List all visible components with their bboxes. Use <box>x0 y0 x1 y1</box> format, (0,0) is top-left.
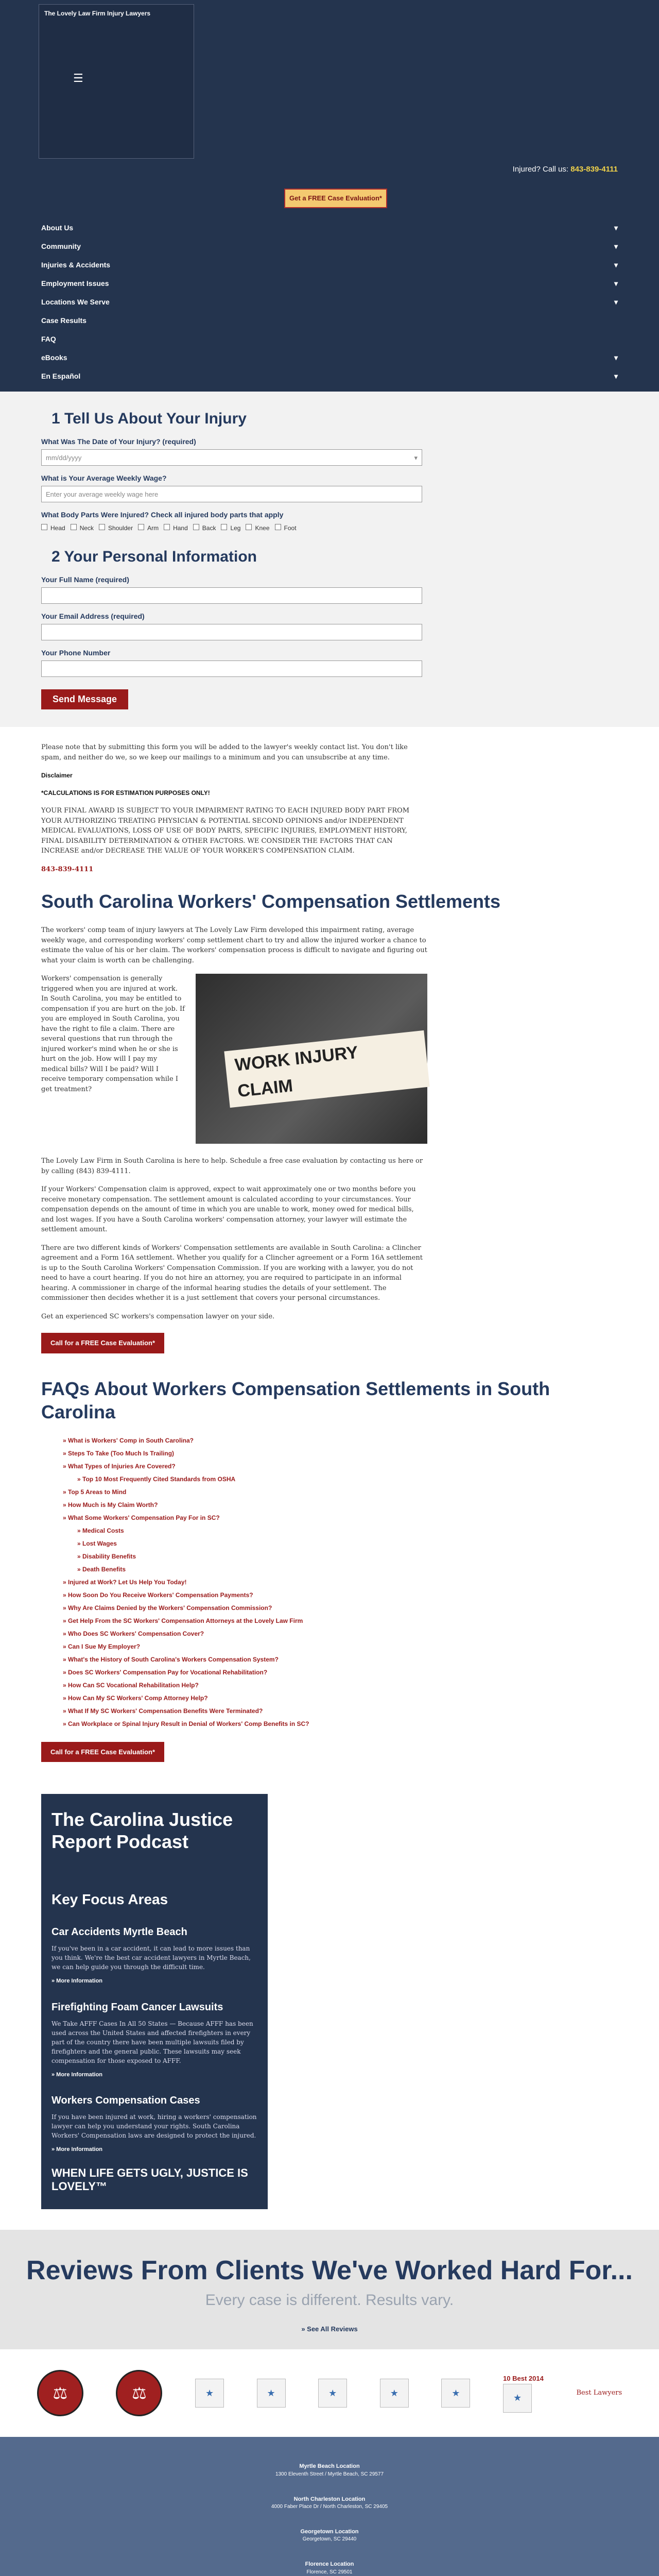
site-header <box>0 0 659 216</box>
nav-item-about[interactable] <box>0 218 659 237</box>
faq-link[interactable]: » What Some Workers' Compensation Pay For in SC? <box>63 1513 618 1522</box>
podcast-title[interactable]: The Carolina Justice Report Podcast <box>51 1809 233 1853</box>
scales-badge-icon: ⚖ <box>116 2370 162 2416</box>
settlements-heading: South Carolina Workers' Compensation Settlements <box>41 891 501 912</box>
chevron-down-icon[interactable]: ▾ <box>614 371 618 380</box>
focus-item-title: Firefighting Foam Cancer Lawsuits <box>51 2001 223 2013</box>
intro-image-row <box>41 974 618 1144</box>
site-footer <box>0 2437 659 2576</box>
checkbox-foot[interactable]: Foot <box>275 523 297 533</box>
faq-link[interactable]: » Disability Benefits <box>77 1552 618 1561</box>
office-name: Georgetown Location <box>300 2528 359 2535</box>
nav-item-faq[interactable] <box>0 330 659 348</box>
image-caption-text: WORK INJURY CLAIM <box>224 1030 429 1108</box>
office-address: Georgetown, SC 29440 <box>302 2536 357 2543</box>
checkbox-back[interactable]: Back <box>193 523 216 533</box>
office-location <box>0 2528 659 2543</box>
calculation-note: *CALCULATIONS IS FOR ESTIMATION PURPOSES ONLY! <box>41 789 210 796</box>
intro-text: Please note that by submitting this form you will be added to the lawyer's weekly contact list. You don't like spam, and neither do we, so we keep our mailings to a minimum and you can unsubscribe at any time. <box>41 743 408 761</box>
nav-item-employment[interactable] <box>0 274 659 293</box>
office-location <box>0 2561 659 2575</box>
calendar-icon: ▾ <box>414 454 418 462</box>
award-badge-icon: ★ <box>257 2379 286 2408</box>
faq-link[interactable]: » Top 5 Areas to Mind <box>63 1487 618 1497</box>
faq-link[interactable]: » What is Workers' Comp in South Carolina? <box>63 1436 618 1445</box>
reviews-title: Reviews From Clients We've Worked Hard For... <box>26 2255 633 2285</box>
injury-date-field[interactable] <box>41 449 422 466</box>
nav-item-community[interactable] <box>0 237 659 256</box>
wage-label: What is Your Average Weekly Wage? <box>41 474 167 482</box>
checkbox-leg[interactable]: Leg <box>221 523 240 533</box>
nav-label: En Español <box>41 371 81 380</box>
nav-label: About Us <box>41 223 74 232</box>
award-badge-icon: ★ <box>195 2379 224 2408</box>
nav-label: Injuries & Accidents <box>41 260 111 269</box>
faq-link[interactable]: » Does SC Workers' Compensation Pay for Vocational Rehabilitation? <box>63 1668 618 1677</box>
faq-link[interactable]: » Can I Sue My Employer? <box>63 1642 618 1651</box>
reviews-section <box>0 2230 659 2350</box>
best-lawyers-badge: Best Lawyers <box>576 2389 622 2397</box>
award-badge-icon: ★ <box>503 2384 532 2413</box>
award-badge-icon: ★ <box>380 2379 409 2408</box>
step2-title: 2 Your Personal Information <box>51 548 257 565</box>
best-badge <box>503 2374 544 2413</box>
award-badge-icon: ★ <box>441 2379 470 2408</box>
checkbox-neck[interactable]: Neck <box>71 523 94 533</box>
free-case-evaluation-button[interactable]: Get a FREE Case Evaluation* <box>284 189 387 208</box>
focus-item-title: Workers Compensation Cases <box>51 2095 200 2107</box>
office-name: Myrtle Beach Location <box>299 2463 360 2470</box>
focus-areas-panel <box>41 1794 268 2209</box>
settlements-paragraph-3: The Lovely Law Firm in South Carolina is here to help. Schedule a free case evaluation by contacting us here or by calling (843) 839-4111. <box>41 1157 423 1175</box>
settlements-paragraph-6: Get an experienced SC workers's compensation lawyer on your side. <box>41 1312 275 1320</box>
send-message-button[interactable]: Send Message <box>41 689 128 709</box>
settlements-paragraph-4: If your Workers' Compensation claim is approved, expect to wait approximately one or two months before you receive monetary compensation. The settlement amount is calculated according to your circumstances. Your compensation depends on the amount of time in which you are unable to work, money owed for medical bills, and lost wages. If you have a South Carolina workers' compensation attorney, your lawyer will estimate the settlement amount. <box>41 1185 416 1233</box>
faq-heading: FAQs About Workers Compensation Settlements in South Carolina <box>41 1378 550 1422</box>
more-information-link[interactable]: » More Information <box>51 2146 103 2153</box>
wage-input[interactable]: Enter your average weekly wage here <box>41 486 422 502</box>
faq-link[interactable]: » What's the History of South Carolina's Workers Compensation System? <box>63 1655 618 1664</box>
award-badge-icon: ★ <box>318 2379 347 2408</box>
reviews-subtitle: Every case is different. Results vary. <box>205 2291 454 2309</box>
nav-label: Employment Issues <box>41 279 109 287</box>
main-navigation <box>0 216 659 392</box>
office-name: Florence Location <box>305 2561 354 2568</box>
nav-item-locations[interactable] <box>0 293 659 311</box>
scales-badge-icon: ⚖ <box>37 2370 83 2416</box>
nav-item-ebooks[interactable] <box>0 348 659 367</box>
focus-item-body: We Take AFFF Cases In All 50 States — Because AFFF has been used across the United States and affected firefighters in every part of the country there have been multiple lawsuits filed by firefighters and the general public. These lawsuits may seek compensation for those exposed to AFFF. <box>51 2020 253 2064</box>
hamburger-menu-icon[interactable]: ☰ <box>73 72 83 85</box>
phone-label: Your Phone Number <box>41 649 111 657</box>
site-logo[interactable] <box>39 4 194 159</box>
chevron-down-icon[interactable]: ▾ <box>614 279 618 287</box>
phone-input[interactable] <box>41 660 422 677</box>
injury-date-label: What Was The Date of Your Injury? (required) <box>41 437 196 446</box>
settlements-paragraph-1: The workers' comp team of injury lawyers at The Lovely Law Firm developed this impairment rating, average weekly wage, and corresponding workers' comp settlement chart to try and allow the injured worker a chance to estimate the value of his or her claim. The workers' compensation process is difficult to navigate and figuring out what your claim is worth can be challenging. <box>41 926 427 964</box>
nav-label: Case Results <box>41 316 86 325</box>
chevron-down-icon[interactable]: ▾ <box>614 297 618 306</box>
nav-label: Locations We Serve <box>41 297 110 306</box>
focus-item-body: If you have been injured at work, hiring a workers' compensation lawyer can help you understand your rights. South Carolina Workers' Compensation laws are designed to protect the injured. <box>51 2113 257 2140</box>
nav-label: eBooks <box>41 353 67 362</box>
checkbox-hand[interactable]: Hand <box>164 523 188 533</box>
faq-link[interactable]: » What If My SC Workers' Compensation Benefits Were Terminated? <box>63 1706 618 1716</box>
disclaimer-label: Disclaimer <box>41 772 73 779</box>
work-injury-claim-image <box>196 974 427 1144</box>
faq-link[interactable]: » Top 10 Most Frequently Cited Standards from OSHA <box>77 1475 618 1484</box>
focus-item-title: Car Accidents Myrtle Beach <box>51 1926 187 1938</box>
injury-date-value: mm/dd/yyyy <box>46 454 82 462</box>
faq-link[interactable]: » What Types of Injuries Are Covered? <box>63 1462 618 1471</box>
chevron-down-icon[interactable]: ▾ <box>614 242 618 250</box>
call-free-evaluation-button[interactable]: Call for a FREE Case Evaluation* <box>41 1333 164 1353</box>
faq-link[interactable]: » Injured at Work? Let Us Help You Today! <box>63 1578 618 1587</box>
nav-label: Community <box>41 242 81 250</box>
office-location <box>0 2496 659 2511</box>
more-information-link[interactable]: » More Information <box>51 1978 103 1985</box>
call-free-evaluation-button-2[interactable]: Call for a FREE Case Evaluation* <box>41 1742 164 1762</box>
email-input[interactable] <box>41 624 422 640</box>
office-name: North Charleston Location <box>293 2496 366 2502</box>
faq-list <box>41 1436 618 1728</box>
faq-link[interactable]: » How Can SC Vocational Rehabilitation Help? <box>63 1681 618 1690</box>
nav-item-injuries[interactable] <box>0 256 659 274</box>
faq-link[interactable]: » How Can My SC Workers' Comp Attorney Help? <box>63 1693 618 1703</box>
injured-prefix: Injured? Call us: <box>512 165 569 174</box>
award-badges <box>0 2349 659 2437</box>
office-location <box>0 2463 659 2478</box>
chevron-down-icon[interactable]: ▾ <box>614 260 618 269</box>
faq-link[interactable]: » Death Benefits <box>77 1565 618 1574</box>
faq-link[interactable]: » Can Workplace or Spinal Injury Result in Denial of Workers' Comp Benefits in SC? <box>63 1719 618 1728</box>
step1-title: 1 Tell Us About Your Injury <box>51 410 247 427</box>
email-label: Your Email Address (required) <box>41 612 145 620</box>
logo-text: The Lovely Law Firm Injury Lawyers <box>44 10 151 17</box>
office-address: 4000 Faber Place Dr / North Charleston, SC 29405 <box>271 2503 388 2510</box>
nav-item-case-results[interactable] <box>0 311 659 330</box>
faq-link[interactable]: » Medical Costs <box>77 1526 618 1535</box>
faq-link[interactable]: » Steps To Take (Too Much Is Trailing) <box>63 1449 618 1458</box>
office-address: Florence, SC 29501 <box>306 2569 353 2575</box>
faq-link[interactable]: » How Much is My Claim Worth? <box>63 1500 618 1510</box>
more-information-link[interactable]: » More Information <box>51 2071 103 2078</box>
chevron-down-icon[interactable]: ▾ <box>614 223 618 232</box>
disclaimer-phone[interactable]: 843-839-4111 <box>41 865 94 873</box>
main-content <box>0 727 659 1781</box>
badge-date: 10 Best 2014 <box>503 2375 544 2383</box>
settlements-paragraph-2: Workers' compensation is generally triggered when you are injured at work. In South Carolina, you may be entitled to compensation if you are hurt on the job. If you are employed in South Carolina, you have the right to file a claim. There are several questions that run through the injured worker's mind when he or she is hurt on the job. How will I pay my medical bills? Will I be paid? Will I receive temporary compensation while I get treatment? <box>41 975 185 1093</box>
key-focus-heading: Key Focus Areas <box>51 1891 168 1908</box>
settlement-calculator-form <box>0 392 659 727</box>
faq-link[interactable]: » Who Does SC Workers' Compensation Cover? <box>63 1629 618 1638</box>
injured-call-line <box>513 164 618 176</box>
body-parts-checkboxes <box>41 523 618 533</box>
body-parts-label: What Body Parts Were Injured? Check all injured body parts that apply <box>41 511 284 519</box>
focus-item-body: If you've been in a car accident, it can lead to more issues than you think. We're the best car accident lawyers in Myrtle Beach, we can help guide you through the difficult time. <box>51 1945 251 1971</box>
faq-link[interactable]: » How Soon Do You Receive Workers' Compensation Payments? <box>63 1590 618 1600</box>
nav-item-espanol[interactable] <box>0 367 659 385</box>
disclaimer-body: YOUR FINAL AWARD IS SUBJECT TO YOUR IMPAIRMENT RATING TO EACH INJURED BODY PART FROM YOUR AUTHORIZING TREATING PHYSICIAN & POTENTIAL SECOND OPINIONS and/or INDEPENDENT MEDICAL EVALUATIONS, LOSS OF USE OF BODY PARTS, SPECIFIC INJURIES, EMPLOYMENT HISTORY, FINAL DISABILITY DETERMINATION & OTHER FACTORS. WE CONSIDER THE FACTORS THAT CAN INCREASE and/or DECREASE THE VALUE OF YOUR WORKER'S COMPENSATION CLAIM. <box>41 807 410 855</box>
faq-link[interactable]: » Lost Wages <box>77 1539 618 1548</box>
checkbox-head[interactable]: Head <box>41 523 65 533</box>
checkbox-shoulder[interactable]: Shoulder <box>99 523 133 533</box>
name-label: Your Full Name (required) <box>41 575 129 584</box>
faq-link[interactable]: » Why Are Claims Denied by the Workers' Compensation Commission? <box>63 1603 618 1613</box>
checkbox-arm[interactable]: Arm <box>138 523 159 533</box>
faq-link[interactable]: » Get Help From the SC Workers' Compensation Attorneys at the Lovely Law Firm <box>63 1616 618 1625</box>
office-address: 1300 Eleventh Street / Myrtle Beach, SC 29577 <box>275 2471 384 2477</box>
name-input[interactable] <box>41 587 422 604</box>
see-all-reviews-link[interactable]: » See All Reviews <box>301 2325 358 2333</box>
chevron-down-icon[interactable]: ▾ <box>614 353 618 362</box>
settlements-paragraph-5: There are two different kinds of Workers' Compensation settlements are available in South Carolina: a Clincher agreement and a Form 16A settlement. Whether you qualify for a Clincher agreement or a Form 16A settlement is up to the South Carolina Workers' Compensation Commission. If you are working with a lawyer, you do not need to have a court hearing. If you do not hire an attorney, you are required to participate in an informal hearing. A commissioner in charge of the informal hearing studies the details of your settlement. The commissioner then decides whether it is a just settlement that covers your personal circumstances. <box>41 1244 423 1302</box>
checkbox-knee[interactable]: Knee <box>246 523 269 533</box>
nav-label: FAQ <box>41 334 56 343</box>
brand-quote: WHEN LIFE GETS UGLY, JUSTICE IS LOVELY™ <box>51 2166 248 2193</box>
header-phone-link[interactable]: 843-839-4111 <box>570 165 618 174</box>
